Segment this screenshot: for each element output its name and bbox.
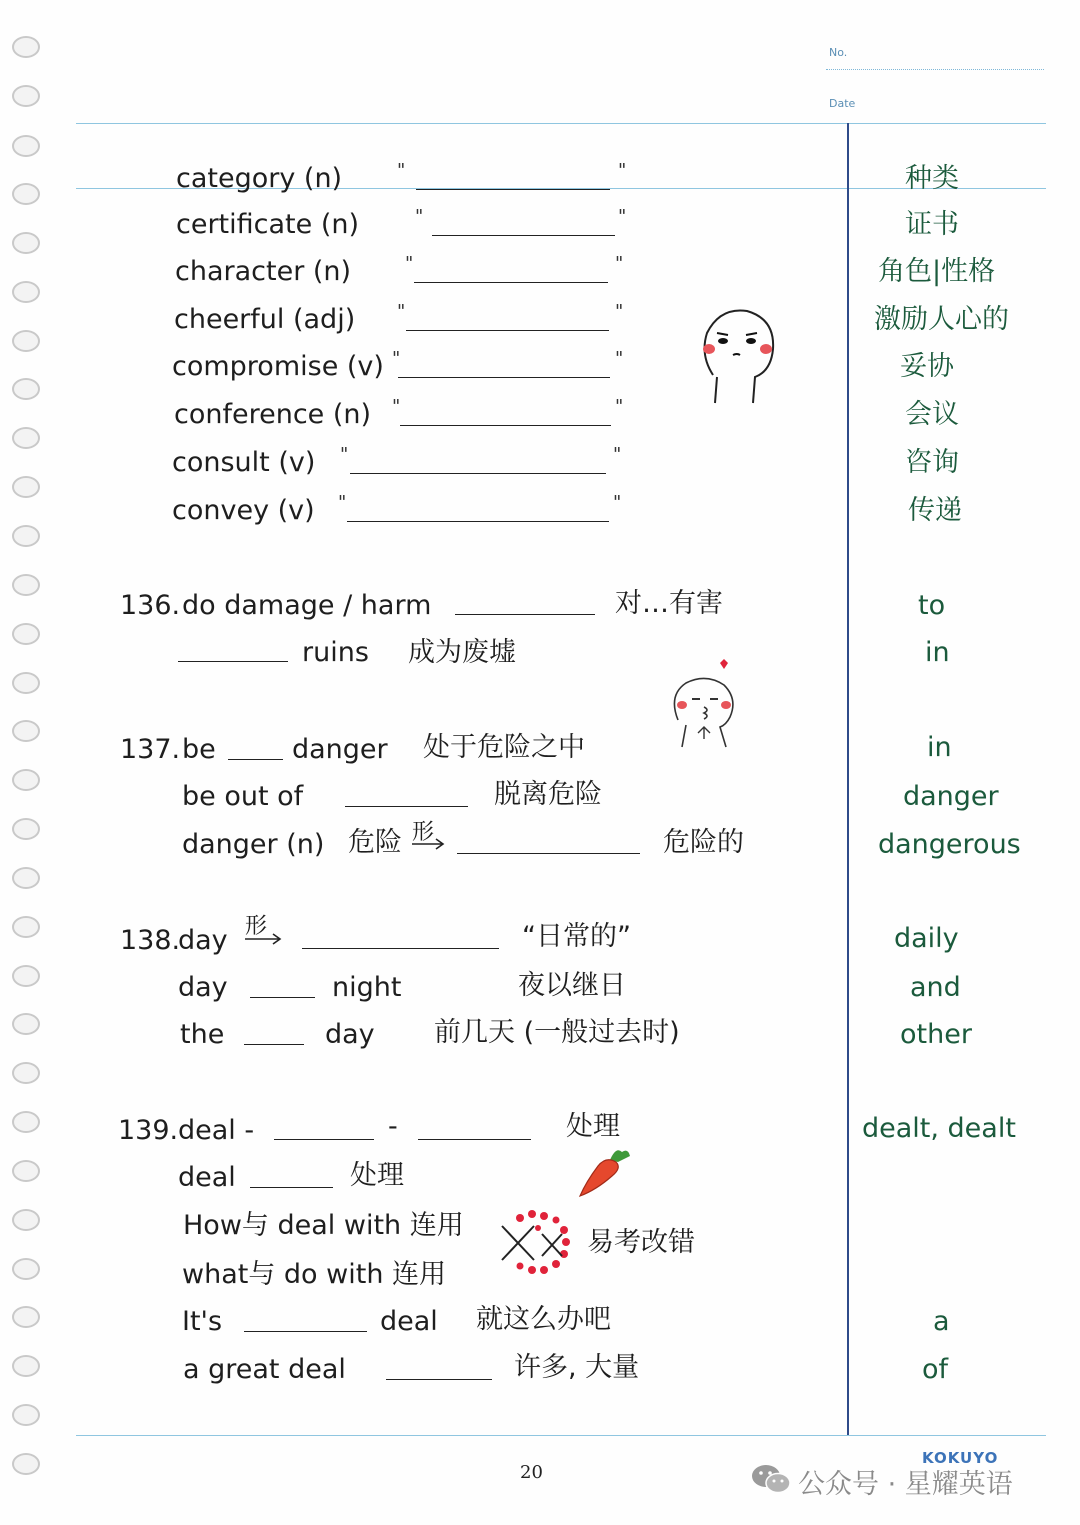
close-quote-mark: ": [615, 301, 624, 322]
item-136-text: do damage / harm: [182, 590, 432, 621]
vocab-term: character (n): [175, 256, 352, 287]
item-139-line5-meaning: 就这么办吧: [476, 1304, 611, 1335]
close-quote-mark: ": [618, 206, 627, 227]
item-139-blank-3: [250, 1187, 333, 1188]
sticker-face-kiss-icon: [668, 655, 748, 755]
open-quote-mark: ": [340, 444, 349, 465]
item-139-line2-meaning: 处理: [350, 1160, 404, 1191]
margin-line: [847, 123, 849, 1435]
item-137-answer-1: in: [927, 732, 952, 763]
item-139-note: 易考改错: [587, 1227, 695, 1258]
item-137-meaning-1: 处于危险之中: [423, 732, 585, 763]
item-138-blank-2: [250, 997, 315, 998]
binder-hole: [12, 574, 40, 596]
item-137-danger: danger: [292, 734, 388, 765]
item-137-be: be: [182, 734, 216, 765]
binder-hole: [12, 1062, 40, 1084]
close-quote-mark: ": [618, 160, 627, 181]
binder-hole: [12, 476, 40, 498]
vocab-blank: [347, 521, 609, 522]
binder-hole: [12, 1453, 40, 1475]
item-139-meaning-1: 处理: [566, 1111, 620, 1142]
item-139-answer-1: dealt, dealt: [862, 1113, 1016, 1144]
vocab-answer: 会议: [905, 399, 959, 430]
binder-hole: [12, 281, 40, 303]
binder-hole: [12, 1209, 40, 1231]
item-136-number: 136.: [120, 590, 181, 621]
item-137-number: 137.: [120, 734, 181, 765]
item-138-meaning-1: “日常的”: [522, 921, 631, 952]
item-136-meaning: 对…有害: [615, 588, 723, 619]
binder-hole: [12, 1013, 40, 1035]
binder-hole: [12, 1258, 40, 1280]
open-quote-mark: ": [415, 206, 424, 227]
page-number: 20: [520, 1462, 543, 1483]
vocab-blank: [416, 189, 610, 190]
vocab-term: convey (v): [172, 495, 315, 526]
item-138-line2-day: day: [178, 972, 228, 1003]
item-136-line2-text: ruins: [302, 637, 369, 668]
item-136-blank-1: [455, 614, 595, 615]
vocab-term: consult (v): [172, 447, 316, 478]
binder-hole: [12, 525, 40, 547]
vocab-answer: 传递: [908, 495, 962, 526]
close-quote-mark: ": [613, 444, 622, 465]
item-138-meaning-2: 夜以继日: [518, 970, 626, 1001]
binder-hole: [12, 330, 40, 352]
item-139-blank-2: [418, 1139, 531, 1140]
binder-hole: [12, 1404, 40, 1426]
binder-hole: [12, 427, 40, 449]
bottom-rule: [76, 1435, 1046, 1436]
binder-hole: [12, 818, 40, 840]
item-139-blank-5: [386, 1379, 492, 1380]
close-quote-mark: ": [615, 253, 624, 274]
open-quote-mark: ": [338, 492, 347, 513]
item-138-pos: 形: [245, 914, 268, 939]
arrow-right-icon: [410, 838, 446, 850]
item-139-number: 139.: [118, 1115, 179, 1146]
item-138-answer-3: other: [900, 1019, 972, 1050]
item-137-line2-text: be out of: [182, 781, 304, 812]
item-137-line3-cn: 危险: [348, 827, 402, 858]
binder-hole: [12, 769, 40, 791]
item-139-line6-text: a great deal: [183, 1354, 346, 1385]
binder-hole: [12, 916, 40, 938]
vocab-answer: 证书: [905, 209, 959, 240]
vocab-term: conference (n): [174, 399, 372, 430]
item-139-blank-1: [274, 1139, 374, 1140]
date-label: Date: [829, 97, 856, 110]
binder-hole: [12, 135, 40, 157]
binder-hole: [12, 378, 40, 400]
binder-hole: [12, 1306, 40, 1328]
binder-hole: [12, 1160, 40, 1182]
item-138-blank-1: [302, 948, 499, 949]
open-quote-mark: ": [397, 301, 406, 322]
item-138-line3-day: day: [325, 1019, 375, 1050]
item-137-meaning-3: 危险的: [663, 827, 744, 858]
item-139-blank-4: [244, 1331, 367, 1332]
binder-hole: [12, 232, 40, 254]
no-label: No.: [829, 46, 848, 59]
item-138-number: 138.: [120, 925, 181, 956]
item-138-blank-3: [244, 1044, 304, 1045]
item-136-answer-1: to: [918, 590, 946, 621]
no-dotted-line: [826, 69, 1044, 70]
wechat-icon: [750, 1462, 792, 1496]
vocab-blank: [414, 282, 608, 283]
carrot-icon: [576, 1142, 634, 1200]
close-quote-mark: ": [615, 396, 624, 417]
item-139-line5-its: It's: [182, 1306, 223, 1337]
item-136-blank-2: [178, 661, 288, 662]
arrow-right-icon: [243, 933, 283, 945]
vocab-blank: [432, 235, 615, 236]
wreath-cross-icon: [498, 1208, 584, 1280]
item-139-answer-6: of: [922, 1354, 949, 1385]
item-138-meaning-3: 前几天 (一般过去时): [434, 1017, 680, 1048]
open-quote-mark: ": [392, 396, 401, 417]
item-138-answer-1: daily: [894, 923, 959, 954]
vocab-answer: 角色|性格: [878, 256, 996, 287]
binder-hole: [12, 1355, 40, 1377]
item-139-deal: deal -: [178, 1115, 255, 1146]
vocab-term: certificate (n): [176, 209, 360, 240]
vocab-blank: [398, 377, 610, 378]
item-139-line6-meaning: 许多, 大量: [514, 1352, 640, 1383]
item-137-answer-2: danger: [903, 781, 999, 812]
open-quote-mark: ": [392, 348, 401, 369]
open-quote-mark: ": [405, 253, 414, 274]
item-137-blank-2: [345, 806, 468, 807]
item-137-blank-1: [228, 759, 283, 760]
watermark-text: 公众号 · 星耀英语: [798, 1469, 1013, 1500]
binder-hole: [12, 672, 40, 694]
brand-logo: KOKUYO: [922, 1449, 999, 1467]
binder-hole: [12, 623, 40, 645]
close-quote-mark: ": [613, 492, 622, 513]
item-139-line3-text: How与 deal with 连用: [183, 1210, 464, 1241]
vocab-blank: [406, 330, 609, 331]
vocab-term: category (n): [176, 163, 343, 194]
binder-hole: [12, 85, 40, 107]
binder-hole: [12, 36, 40, 58]
vocab-blank: [350, 473, 606, 474]
binder-hole: [12, 183, 40, 205]
item-137-answer-3: dangerous: [878, 829, 1021, 860]
item-138-line2-night: night: [332, 972, 402, 1003]
sticker-face-icon: [695, 305, 780, 407]
vocab-term: compromise (v): [172, 351, 384, 382]
item-136-line2-meaning: 成为废墟: [408, 637, 516, 668]
item-137-line3-text: danger (n): [182, 829, 325, 860]
open-quote-mark: ": [397, 160, 406, 181]
item-138-day: day: [178, 925, 228, 956]
item-139-dash: -: [388, 1111, 398, 1142]
vocab-answer: 激励人心的: [874, 304, 1009, 335]
binder-hole: [12, 867, 40, 889]
binder-hole: [12, 965, 40, 987]
item-139-line2-deal: deal: [178, 1162, 236, 1193]
item-139-line4-text: what与 do with 连用: [182, 1259, 447, 1290]
item-136-answer-2: in: [925, 637, 950, 668]
vocab-blank: [400, 425, 611, 426]
vocab-term: cheerful (adj): [174, 304, 356, 335]
vocab-answer: 咨询: [905, 447, 959, 478]
item-139-answer-5: a: [933, 1306, 950, 1337]
item-138-answer-2: and: [910, 972, 961, 1003]
top-rule: [76, 123, 1046, 124]
vocab-answer: 妥协: [900, 351, 954, 382]
item-139-line5-deal: deal: [380, 1306, 438, 1337]
binder-hole: [12, 720, 40, 742]
binder-hole: [12, 1111, 40, 1133]
close-quote-mark: ": [615, 348, 624, 369]
vocab-answer: 种类: [905, 163, 959, 194]
item-137-meaning-2: 脱离危险: [494, 779, 602, 810]
item-137-blank-3: [457, 853, 640, 854]
item-138-line3-the: the: [180, 1019, 225, 1050]
item-137-pos: 形: [412, 820, 435, 845]
